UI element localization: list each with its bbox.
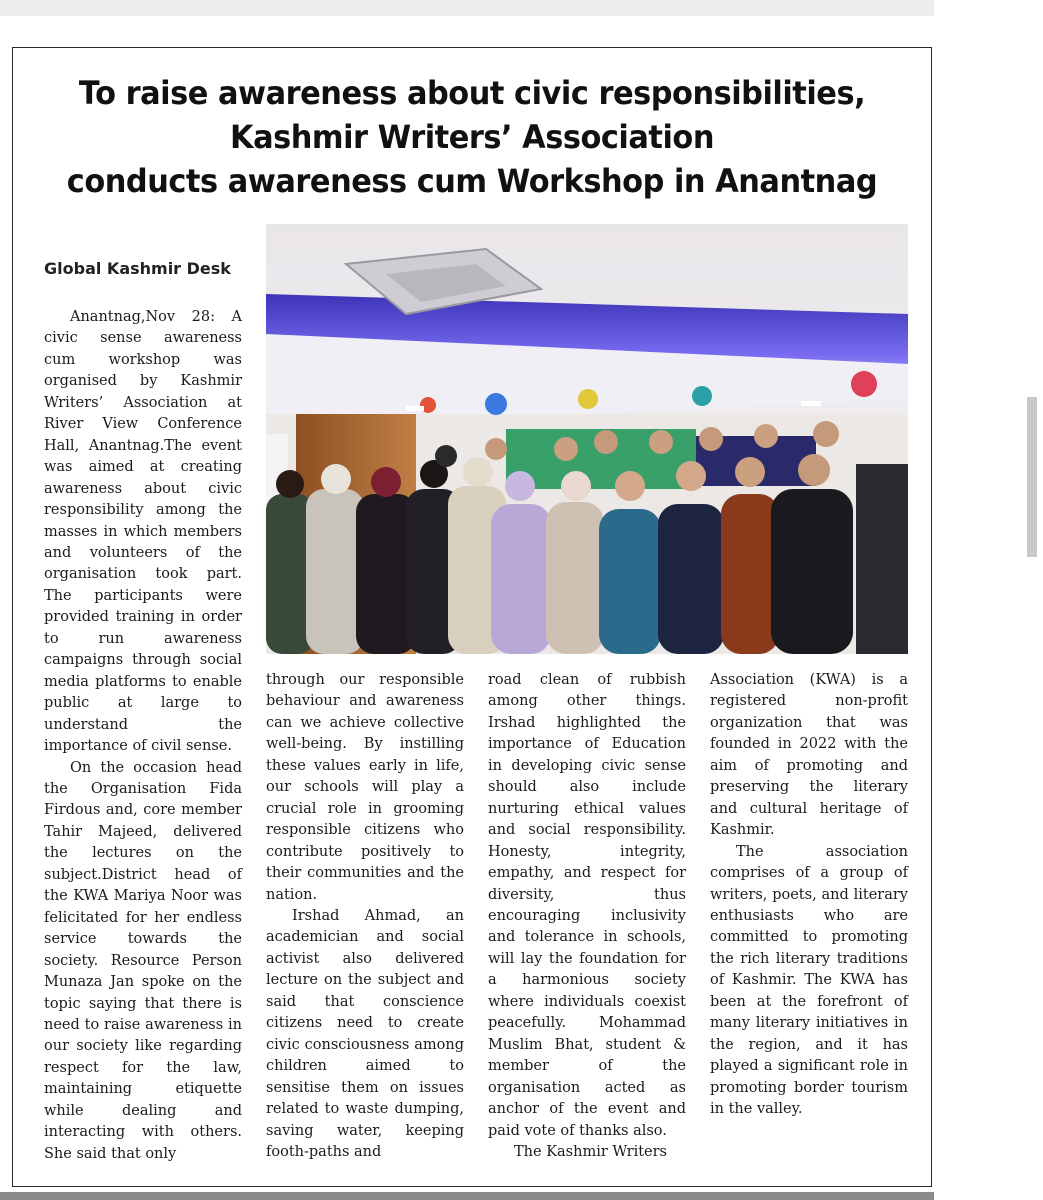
paragraph: The association comprises of a group of writers, poets, and literary enthusiasts who are committed to promoting the rich literary traditions of Kashmir. The KWA has been at the forefront of many literary initiatives in the region, and it has played a significant role in promoting border tourism in the valley. (710, 843, 908, 1118)
headline-line-2: Kashmir Writers’ Association (230, 118, 714, 156)
article-column-3 (488, 670, 686, 1163)
paragraph: On the occasion head the Organisation Fida Firdous and, core member Tahir Majeed, delivered the lectures on the subject.District head of the KWA Mariya Noor was felicitated for her endless service towards the society. Resource Person Munaza Jan spoke on the topic saying that there is need to raise awareness in our society like regarding respect for the law, maintaining etiquette while dealing and interacting with others. She said that only (44, 759, 242, 1162)
paragraph: Irshad Ahmad, an academician and social activist also delivered lecture on the subject and said that conscience citizens need to create civic consciousness among children aimed to sensitise them on issues related to waste dumping, saving water, keeping footh-paths and (266, 907, 464, 1160)
article-column-1 (44, 307, 242, 1165)
article-column-4 (710, 670, 908, 1121)
paragraph: Anantnag,Nov 28: A civic sense awareness cum workshop was organised by Kashmir Writers’ Association at River View Conference Hall, Anantnag.The event was aimed at creating awareness about civic responsibility among the masses in which members and volunteers of the organisation took part. The participants were provided training in order to run awareness campaigns through social media platforms to enable public at large to understand the importance of civil sense. (44, 309, 242, 755)
event-photo (266, 224, 908, 654)
paragraph: road clean of rubbish among other things. Irshad highlighted the importance of Education in developing civic sense should also include nurturing ethical values and social responsibility. Honesty, integrity, empathy, and respect for diversity, thus encouraging inclusivity and tolerance in schools, will lay the foundation for a harmonious society where individuals coexist peacefully. Mohammad Muslim Bhat, student & member of the organisation acted as anchor of the event and paid vote of thanks also. (488, 672, 686, 1139)
paragraph: through our responsible behaviour and awareness can we achieve collective well-being. By instilling these values early in life, our schools will play a crucial role in grooming responsible citizens who contribute positively to their communities and the nation. (266, 672, 464, 903)
headline-line-1: To raise awareness about civic responsibilities, (78, 74, 866, 112)
byline: Global Kashmir Desk (44, 259, 231, 278)
page-top-strip (0, 0, 934, 16)
paragraph: The Kashmir Writers (514, 1143, 667, 1160)
page-bottom-strip (0, 1192, 934, 1200)
group-photo-illustration (266, 224, 908, 654)
headline (12, 71, 932, 203)
paragraph: Association (KWA) is a registered non-profit organization that was founded in 2022 with the aim of promoting and preserving the literary and cultural heritage of Kashmir. (710, 672, 908, 839)
article-column-2 (266, 670, 464, 1163)
scrollbar-thumb[interactable] (1027, 397, 1037, 557)
headline-line-3: conducts awareness cum Workshop in Anantnag (66, 162, 878, 200)
